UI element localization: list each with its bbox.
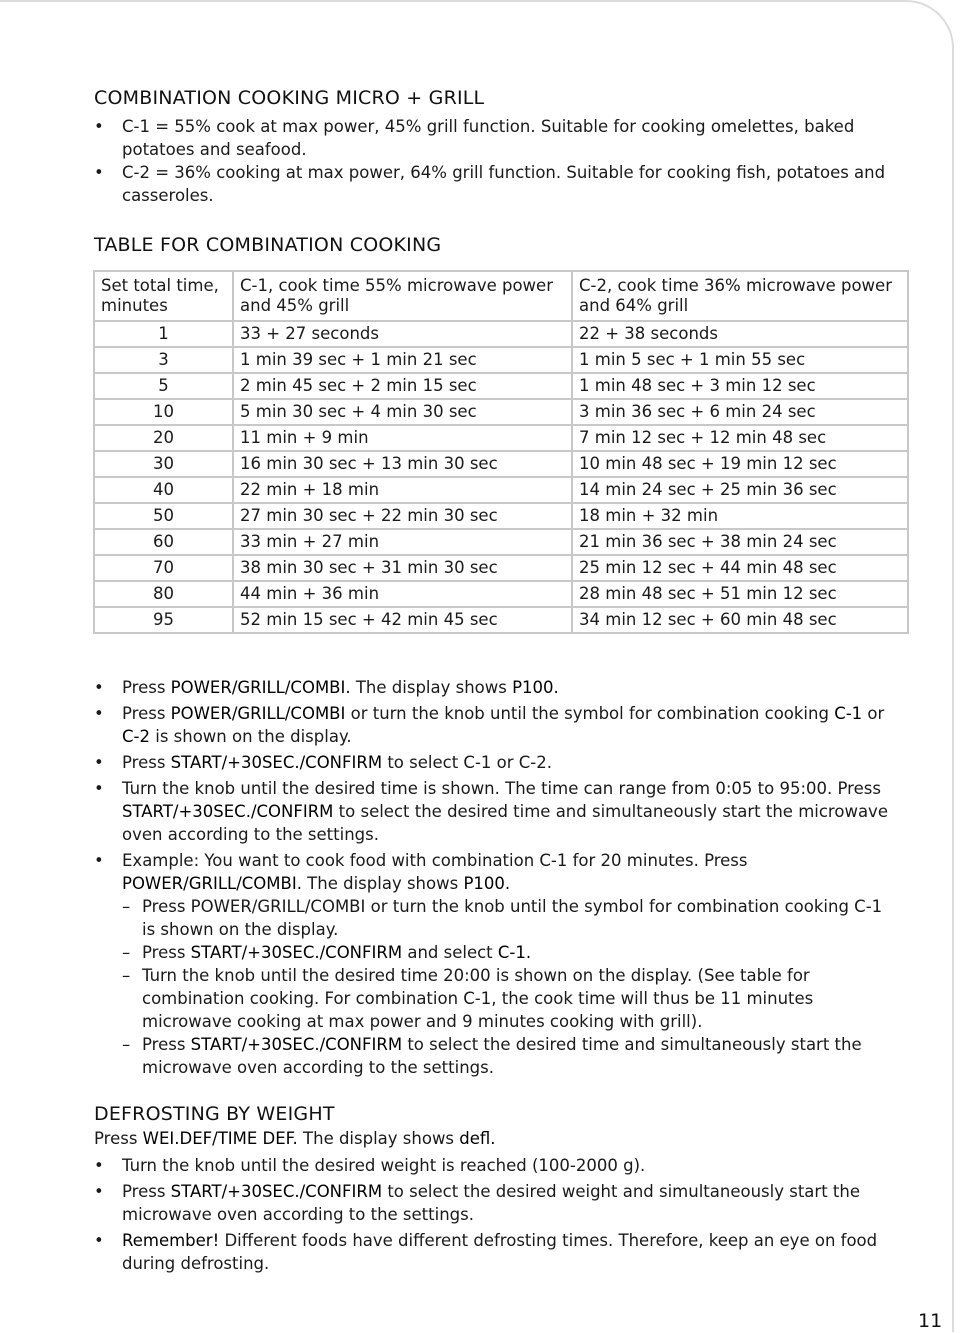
section-heading-defrost: DEFROSTING BY WEIGHT bbox=[94, 1103, 335, 1125]
table-row bbox=[94, 373, 908, 399]
cell-total-time: 3 bbox=[94, 347, 233, 373]
cell-total-time: 40 bbox=[94, 477, 233, 503]
key-label: START/+30SEC./CONFIRM bbox=[170, 1182, 383, 1201]
column-header-c2: C-2, cook time 36% microwave power and 64% grill bbox=[572, 271, 908, 321]
cell-total-time: 70 bbox=[94, 555, 233, 581]
display-code: C-1 bbox=[834, 704, 863, 723]
list-item: • C-1 = 55% cook at max power, 45% grill function. Suitable for cooking omelettes, baked potatoes and seafood. bbox=[94, 115, 894, 161]
display-code: P100. bbox=[512, 678, 559, 697]
substep-item: – Press POWER/GRILL/COMBI or turn the knob until the symbol for combination cooking C-1 is shown on the display. bbox=[122, 895, 894, 941]
instruction-steps bbox=[94, 676, 894, 1082]
cell-c2-time: 21 min 36 sec + 38 min 24 sec bbox=[572, 529, 908, 555]
table-row bbox=[94, 347, 908, 373]
step-item: • Turn the knob until the desired weight is reached (100-2000 g). bbox=[94, 1154, 894, 1177]
list-item: • C-2 = 36% cooking at max power, 64% grill function. Suitable for cooking fish, potatoes and casseroles. bbox=[94, 161, 894, 207]
key-label: START/+30SEC./CONFIRM bbox=[170, 753, 383, 772]
key-label: WEI.DEF/TIME DEF. bbox=[142, 1129, 298, 1148]
cell-c2-time: 22 + 38 seconds bbox=[572, 321, 908, 347]
table-row bbox=[94, 425, 908, 451]
cell-c2-time: 7 min 12 sec + 12 min 48 sec bbox=[572, 425, 908, 451]
table-row bbox=[94, 503, 908, 529]
cell-c1-time: 27 min 30 sec + 22 min 30 sec bbox=[233, 503, 572, 529]
cell-c1-time: 22 min + 18 min bbox=[233, 477, 572, 503]
table-row bbox=[94, 399, 908, 425]
combination-mode-list bbox=[94, 115, 894, 207]
column-header-c1: C-1, cook time 55% microwave power and 45% grill bbox=[233, 271, 572, 321]
step-item-example: • Example: You want to cook food with combination C-1 for 20 minutes. Press POWER/GRILL/COMBI. The display shows P100. – Press POWER/GRILL/COMBI or turn the knob until the symbol for combination cooking C-1 is shown on the display. – Press START/+30SEC./CONFIRM and select C-1. – Turn the knob until the desired time 20:00 is shown on the display. (See table for combination cooking. For combination C-1, the cook time will thus be 11 minutes microwave cooking at max power and 9 minutes cooking with grill). – Press START/+30SEC./CONFIRM to select the desired time and simultaneously start the microwave oven according to the settings. bbox=[94, 849, 894, 1079]
key-label: START/+30SEC./CONFIRM bbox=[190, 943, 403, 962]
display-code: C-2 bbox=[122, 727, 150, 746]
column-header-total-time: Set total time, minutes bbox=[94, 271, 233, 321]
cell-c1-time: 44 min + 36 min bbox=[233, 581, 572, 607]
cell-c1-time: 16 min 30 sec + 13 min 30 sec bbox=[233, 451, 572, 477]
defrost-intro: Press WEI.DEF/TIME DEF. The display shows defl. bbox=[94, 1129, 496, 1148]
table-body bbox=[94, 321, 908, 633]
cell-c1-time: 38 min 30 sec + 31 min 30 sec bbox=[233, 555, 572, 581]
cell-total-time: 95 bbox=[94, 607, 233, 633]
display-code: P100. bbox=[463, 874, 511, 893]
cell-c1-time: 52 min 15 sec + 42 min 45 sec bbox=[233, 607, 572, 633]
step-item: • Remember! Different foods have different defrosting times. Therefore, keep an eye on food during defrosting. bbox=[94, 1229, 894, 1275]
step-item: • Press START/+30SEC./CONFIRM to select C-1 or C-2. bbox=[94, 751, 894, 774]
cell-total-time: 5 bbox=[94, 373, 233, 399]
cell-c2-time: 14 min 24 sec + 25 min 36 sec bbox=[572, 477, 908, 503]
key-label: POWER/GRILL/COMBI. bbox=[170, 678, 351, 697]
table-heading: TABLE FOR COMBINATION COOKING bbox=[94, 234, 442, 256]
display-code: C-1. bbox=[497, 943, 532, 962]
substep-item: – Turn the knob until the desired time 20:00 is shown on the display. (See table for combination cooking. For combination C-1, the cook time will thus be 11 minutes microwave cooking at max power and 9 minutes cooking with grill). bbox=[122, 964, 894, 1033]
table-row bbox=[94, 477, 908, 503]
cell-c2-time: 18 min + 32 min bbox=[572, 503, 908, 529]
cell-c2-time: 3 min 36 sec + 6 min 24 sec bbox=[572, 399, 908, 425]
cell-c2-time: 28 min 48 sec + 51 min 12 sec bbox=[572, 581, 908, 607]
example-substeps bbox=[122, 895, 894, 1079]
cell-c2-time: 10 min 48 sec + 19 min 12 sec bbox=[572, 451, 908, 477]
cell-total-time: 80 bbox=[94, 581, 233, 607]
page-number: 11 bbox=[918, 1310, 943, 1332]
defrost-steps bbox=[94, 1154, 894, 1278]
cell-c1-time: 33 + 27 seconds bbox=[233, 321, 572, 347]
section-heading-combination: COMBINATION COOKING MICRO + GRILL bbox=[94, 87, 485, 109]
cell-c1-time: 11 min + 9 min bbox=[233, 425, 572, 451]
cell-total-time: 10 bbox=[94, 399, 233, 425]
table-header-row bbox=[94, 271, 908, 321]
cell-c1-time: 1 min 39 sec + 1 min 21 sec bbox=[233, 347, 572, 373]
cell-total-time: 60 bbox=[94, 529, 233, 555]
cell-c1-time: 33 min + 27 min bbox=[233, 529, 572, 555]
cell-total-time: 30 bbox=[94, 451, 233, 477]
substep-item: – Press START/+30SEC./CONFIRM and select C-1. bbox=[122, 941, 894, 964]
table-row bbox=[94, 321, 908, 347]
key-label: START/+30SEC./CONFIRM bbox=[190, 1035, 403, 1054]
step-item: • Press START/+30SEC./CONFIRM to select the desired weight and simultaneously start the microwave oven according to the settings. bbox=[94, 1180, 894, 1226]
step-item: • Press POWER/GRILL/COMBI. The display shows P100. bbox=[94, 676, 894, 699]
step-item: • Turn the knob until the desired time is shown. The time can range from 0:05 to 95:00. Press START/+30SEC./CONFIRM to select the desired time and simultaneously start the microwave oven according to the settings. bbox=[94, 777, 894, 846]
table-row bbox=[94, 555, 908, 581]
step-item: • Press POWER/GRILL/COMBI or turn the knob until the symbol for combination cooking C-1 or C-2 is shown on the display. bbox=[94, 702, 894, 748]
cell-c2-time: 1 min 48 sec + 3 min 12 sec bbox=[572, 373, 908, 399]
table-row bbox=[94, 529, 908, 555]
key-label: POWER/GRILL/COMBI bbox=[170, 704, 346, 723]
cell-total-time: 50 bbox=[94, 503, 233, 529]
table-row bbox=[94, 451, 908, 477]
combination-cooking-table bbox=[93, 270, 909, 634]
table-row bbox=[94, 581, 908, 607]
cell-c2-time: 25 min 12 sec + 44 min 48 sec bbox=[572, 555, 908, 581]
cell-c2-time: 34 min 12 sec + 60 min 48 sec bbox=[572, 607, 908, 633]
cell-total-time: 20 bbox=[94, 425, 233, 451]
cell-c2-time: 1 min 5 sec + 1 min 55 sec bbox=[572, 347, 908, 373]
substep-item: – Press START/+30SEC./CONFIRM to select the desired time and simultaneously start the microwave oven according to the settings. bbox=[122, 1033, 894, 1079]
key-label: START/+30SEC./CONFIRM bbox=[122, 802, 334, 821]
cell-total-time: 1 bbox=[94, 321, 233, 347]
table-row bbox=[94, 607, 908, 633]
cell-c1-time: 2 min 45 sec + 2 min 15 sec bbox=[233, 373, 572, 399]
cell-c1-time: 5 min 30 sec + 4 min 30 sec bbox=[233, 399, 572, 425]
key-label: POWER/GRILL/COMBI. bbox=[122, 874, 302, 893]
display-code: defl. bbox=[459, 1129, 496, 1148]
remember-label: Remember! bbox=[122, 1231, 220, 1250]
